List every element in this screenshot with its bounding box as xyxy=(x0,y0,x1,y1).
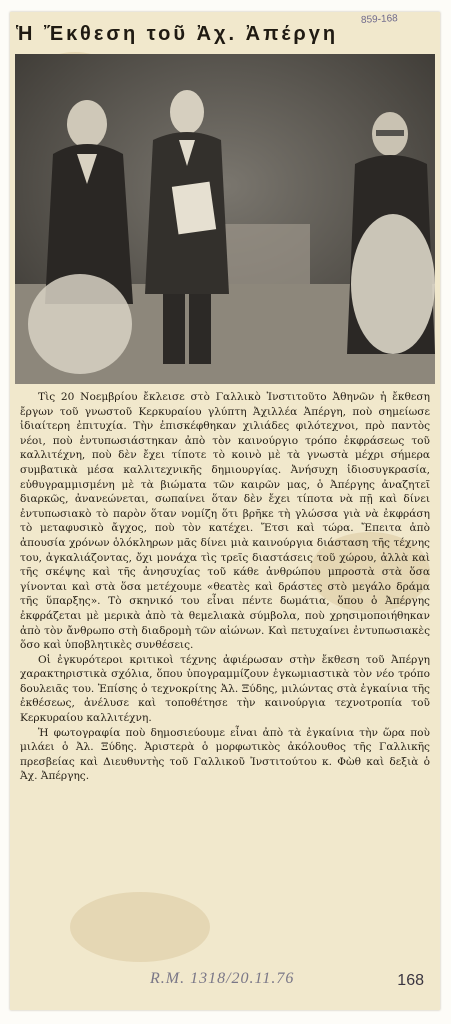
newspaper-clipping xyxy=(10,12,440,1010)
event-photograph xyxy=(15,54,435,384)
paragraph-3: Ἡ φωτογραφία ποὺ δημοσιεύουμε εἶναι ἀπὸ τὰ ἐγκαίνια τὴν ὥρα ποὺ μιλάει ὁ Ἀλ. Ξύδης. Ἀριστερὰ ὁ μορφωτικὸς ἀκόλουθος τῆς Γαλλικῆς πρεσβείας καὶ Διευθυντὴς τοῦ Γαλλικοῦ Ἰνστιτούτου κ. Φὼθ καὶ δεξιὰ ὁ Ἀχ. Ἀπέργης. xyxy=(20,726,430,783)
paper-sheet xyxy=(172,182,216,235)
photo-drawing xyxy=(15,54,435,384)
paragraph-1: Τὶς 20 Νοεμβρίου ἔκλεισε στὸ Γαλλικὸ Ἰνστιτοῦτο Ἀθηνῶν ἡ ἔκθεση ἔργων τοῦ γνωστοῦ Κερκυραίου γλύπτη Ἀχιλλέα Ἀπέργη, ποὺ σημείωσε ἰδιαίτερη ἐπιτυχία. Τὴν ἐπισκέφθηκαν χιλιάδες φιλότεχνοι, πρὸ παντὸς νέοι, ποὺ ἐντυπωσιάστηκαν ἀπὸ τὸν καινούργιο τρόπο ἐκφράσεως τοῦ καλλιτέχνη, ποὺ δὲν ἔχει τίποτε τὸ κοινὸ μὲ τὰ γνωστὰ μέχρι σήμερα συμβατικὰ μέσα καλλιτεχνικῆς δημιουργίας. Ἀνήσυχη ἰδιοσυγκρασία, εὐθυγραμμισμένη μὲ τὰ βιώματα τῶν καιρῶν μας, ὁ Ἀπέργης ἀναζητεῖ διαρκῶς, ἀνανεώνεται, σωπαίνει ὅταν δὲν ἔχει τίποτα νὰ πῇ καὶ δίνει ἐντυπωσιακὸ τὸ παρὸν ὅταν νομίζη ὅτι βρῆκε τὴ γλώσσα γιὰ νὰ ἐκφράση τὸ μεταφυσικὸ ἄγχος, ποὺ τὸν κατέχει. Ἔτσι καὶ τώρα. Ἔπειτα ἀπὸ ἀπουσία χρόνων ὁλόκληρων μᾶς δίνει μιὰ καινούργια διάσταση τῆς τέχνης του, ἀγκαλιάζοντας, ὄχι μονάχα τὶς τρεῖς διαστάσεις τοῦ χώρου, ἀλλὰ καὶ τῆς σκέψης καὶ τῆς ἀνησυχίας τοῦ κάθε ἀνθρώπου μπροστὰ στὰ ὅσα γίνονται καὶ στὰ ὅσα μετέχουμε «θεατὲς καὶ δράστες στὸ μεγάλο δράμα τῆς ὕπαρξης». Τὸ σκηνικό του εἶναι πέντε δωμάτια, ὅπου ὁ Ἀπέργης ἐκφράζεται μὲ μερικὰ ἀπὸ τὰ θεμελιακὰ σύμβολα, ποὺ χρησιμοποιήθηκαν ἀπὸ τὸν ἄνθρωπο στὴ διαδρομὴ τῶν αἰώνων. Καὶ πετυχαίνει ἐντυπωσιακὲς ὅσο καὶ ὑποβλητικὲς συνθέσεις. xyxy=(20,391,430,652)
archive-mark: 859-168 xyxy=(361,13,399,26)
page-number: 168 xyxy=(397,972,424,989)
stain xyxy=(70,892,210,962)
sculpture-right xyxy=(351,214,435,354)
sculpture-left xyxy=(28,274,132,374)
article-body xyxy=(20,390,430,784)
headline: Ἡ Ἔκθεση τοῦ Ἀχ. Ἀπέργη xyxy=(16,23,339,45)
handwritten-archive-note: R.M. 1318/20.11.76 xyxy=(150,970,295,987)
paragraph-2: Οἱ ἐγκυρότεροι κριτικοὶ τέχνης ἀφιέρωσαν στὴν ἔκθεση τοῦ Ἀπέργη χαρακτηριστικὰ σχόλια, ὅπου ὑπογραμμίζουν ἐγκωμιαστικὰ τὸν νέο τρόπο δουλειᾶς του. Ἐπίσης ὁ τεχνοκρίτης Ἀλ. Ξύδης, μιλώντας στὰ ἐγκαίνια τῆς ἐκθέσεως, ἀνέλυσε καὶ τοποθέτησε τὴν καινούργια τεχνοτροπία τοῦ Κερκυραίου καλλιτέχνη. xyxy=(20,653,430,725)
